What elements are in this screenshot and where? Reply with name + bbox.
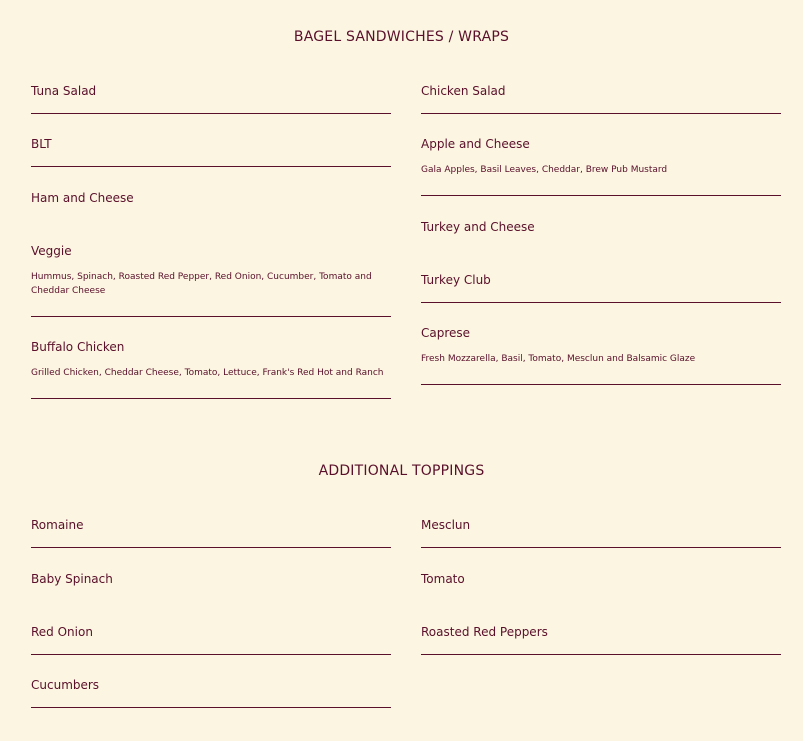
topping-roasted-red-peppers xyxy=(421,625,781,639)
item-divider xyxy=(31,166,391,167)
topping-cucumbers xyxy=(31,678,391,692)
item-name: Apple and Cheese xyxy=(421,137,530,151)
item-name: Ham and Cheese xyxy=(31,191,134,205)
menu-item-tuna-salad xyxy=(31,84,391,98)
menu-item-buffalo-chicken xyxy=(31,340,391,380)
item-divider xyxy=(421,302,781,303)
item-divider xyxy=(31,707,391,708)
item-divider xyxy=(421,547,781,548)
topping-tomato xyxy=(421,572,781,586)
item-name: Tuna Salad xyxy=(31,84,97,98)
item-divider xyxy=(31,316,391,317)
menu-item-turkey-club xyxy=(421,273,781,287)
item-divider xyxy=(31,654,391,655)
item-divider xyxy=(31,398,391,399)
menu-item-veggie xyxy=(31,244,391,298)
menu-item-apple-and-cheese xyxy=(421,137,781,177)
item-name: Turkey Club xyxy=(421,273,491,287)
item-name: Buffalo Chicken xyxy=(31,340,125,354)
item-name: BLT xyxy=(31,137,52,151)
item-name: Tomato xyxy=(421,572,465,586)
item-description: Fresh Mozzarella, Basil, Tomato, Mesclun and Balsamic Glaze xyxy=(421,354,696,364)
menu-item-chicken-salad xyxy=(421,84,781,98)
item-description: Gala Apples, Basil Leaves, Cheddar, Brew Pub Mustard xyxy=(421,165,668,175)
item-name: Chicken Salad xyxy=(421,84,506,98)
item-name: Romaine xyxy=(31,518,84,532)
section-title-additional-toppings: ADDITIONAL TOPPINGS xyxy=(318,463,485,479)
item-name: Mesclun xyxy=(421,518,471,532)
topping-red-onion xyxy=(31,625,391,639)
item-divider xyxy=(421,384,781,385)
menu-item-turkey-and-cheese xyxy=(421,220,781,234)
item-description: Hummus, Spinach, Roasted Red Pepper, Red Onion, Cucumber, Tomato and Cheddar Cheese xyxy=(31,272,372,296)
item-name: Red Onion xyxy=(31,625,93,639)
item-description: Grilled Chicken, Cheddar Cheese, Tomato, Lettuce, Frank's Red Hot and Ranch xyxy=(31,368,384,378)
item-divider xyxy=(31,547,391,548)
item-divider xyxy=(31,113,391,114)
item-name: Veggie xyxy=(31,244,72,258)
item-divider xyxy=(421,195,781,196)
menu-item-blt xyxy=(31,137,391,151)
topping-mesclun xyxy=(421,518,781,532)
topping-romaine xyxy=(31,518,391,532)
menu-item-caprese xyxy=(421,326,781,366)
menu-item-ham-and-cheese xyxy=(31,191,391,205)
topping-baby-spinach xyxy=(31,572,391,586)
item-name: Roasted Red Peppers xyxy=(421,625,548,639)
item-divider xyxy=(421,654,781,655)
section-title-bagel-sandwiches: BAGEL SANDWICHES / WRAPS xyxy=(293,29,510,45)
item-name: Baby Spinach xyxy=(31,572,113,586)
item-name: Cucumbers xyxy=(31,678,100,692)
item-divider xyxy=(421,113,781,114)
item-name: Turkey and Cheese xyxy=(421,220,535,234)
item-name: Caprese xyxy=(421,326,471,340)
